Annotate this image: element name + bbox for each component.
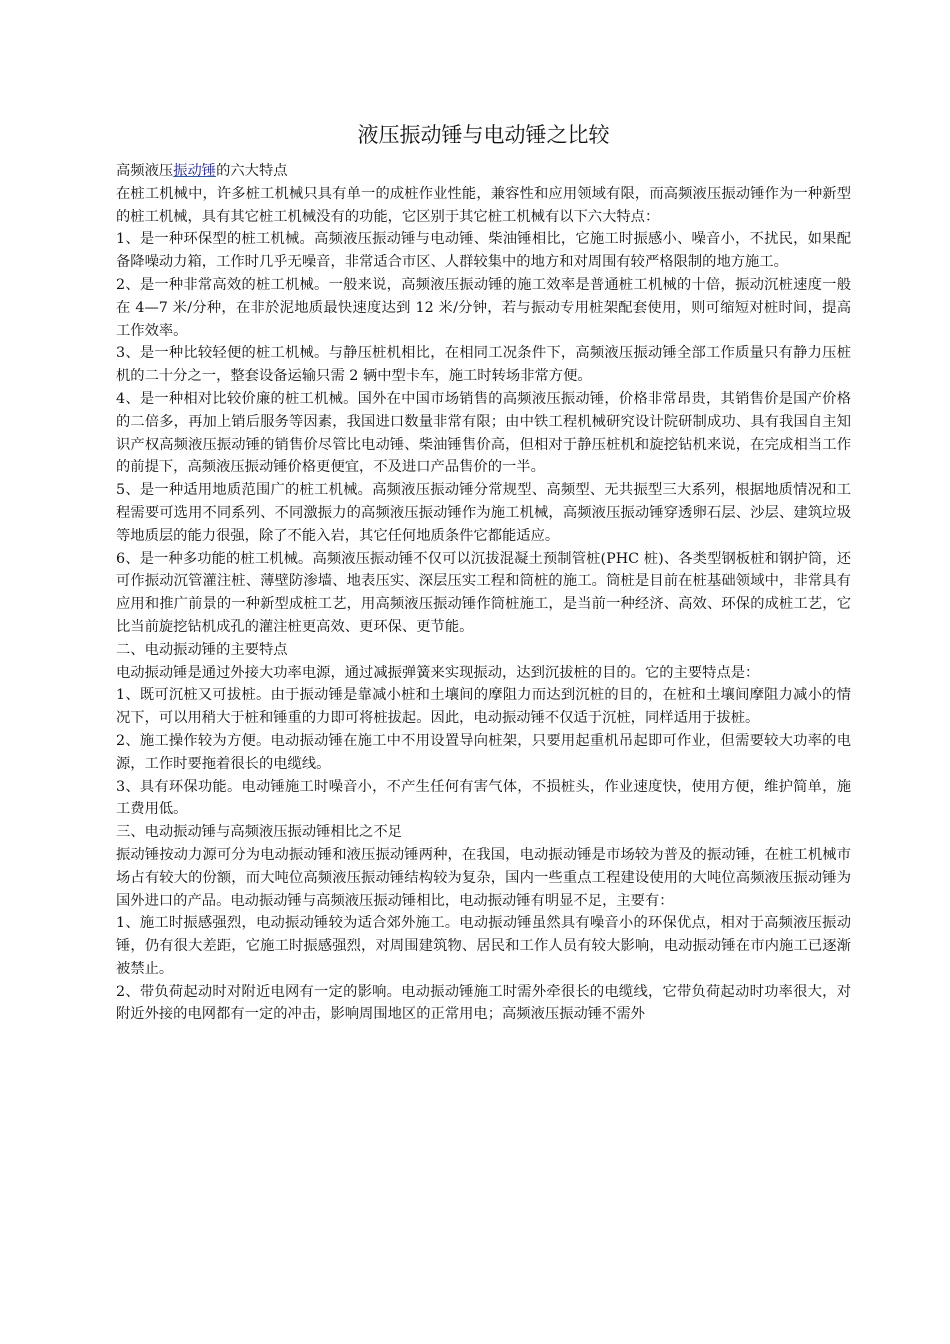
paragraph-feature-5: 5、是一种适用地质范围广的桩工机械。高频液压振动锤分常规型、高频型、无共振型三大系列，根据地质情况和工程需要可选用不同系列、不同激振力的高频液压振动锤作为施工机械，高频液压振动锤穿透卵石层、沙层、建筑垃圾等地质层的能力很强，除了不能入岩，其它任何地质条件它都能适应。 [116,482,851,544]
paragraph-shortcoming-1: 1、施工时振感强烈，电动振动锤较为适合郊外施工。电动振动锤虽然具有噪音小的环保优点，相对于高频液压振动锤，仍有很大差距，它施工时振感强烈，对周围建筑物、居民和工作人员有较大影响，电动振动锤在市内施工已逐渐被禁止。 [116,915,851,977]
paragraph-comparison-intro: 振动锤按动力源可分为电动振动锤和液压振动锤两种，在我国，电动振动锤是市场较为普及的振动锤，在桩工机械市场占有较大的份额，而大吨位高频液压振动锤结构较为复杂，国内一些重点工程建设使用的大吨位高频液压振动锤为国外进口的产品。电动振动锤与高频液压振动锤相比，电动振动锤有明显不足，主要有： [116,846,851,909]
paragraph-feature-6: 6、是一种多功能的桩工机械。高频液压振动锤不仅可以沉拔混凝土预制管桩(PHC 桩)、各类型钢板桩和钢护筒，还可作振动沉管灌注桩、薄壁防渗墙、地表压实、深层压实工程和筒桩的施工。筒桩是目前在桩基础领域中，非常具有应用和推广前景的一种新型成桩工艺，用高频液压振动锤作筒桩施工，是当前一种经济、高效、环保的成桩工艺，它比当前旋挖钻机成孔的灌注桩更高效、更环保、更节能。 [116,550,851,635]
vibratory-hammer-link[interactable]: 振动锤 [173,163,217,179]
paragraph-shortcoming-2: 2、带负荷起动时对附近电网有一定的影响。电动振动锤施工时需外牵很长的电缆线，它带负荷起动时功率很大，对附近外接的电网都有一定的冲击，影响周围地区的正常用电；高频液压振动锤不需外 [116,983,851,1023]
section-heading-2: 二、电动振动锤的主要特点 [116,641,288,658]
paragraph-electric-intro: 电动振动锤是通过外接大功率电源，通过减振弹簧来实现振动，达到沉拔桩的目的。它的主要特点是： [116,664,760,681]
document-page [116,112,851,1026]
paragraph-overview: 在桩工机械中，许多桩工机械只具有单一的成桩作业性能，兼容性和应用领域有限，而高频液压振动锤作为一种新型的桩工机械，具有其它桩工机械没有的功能，它区别于其它桩工机械有以下六大特点： [116,185,851,225]
section-heading-3: 三、电动振动锤与高频液压振动锤相比之不足 [116,824,402,841]
intro-suffix: 的六大特点 [216,163,288,179]
paragraph-electric-2: 2、施工操作较为方便。电动振动锤在施工中不用设置导向桩架，只要用起重机吊起即可作业，但需要较大功率的电源，工作时要拖着很长的电缆线。 [116,732,851,772]
document-title: 液压振动锤与电动锤之比较 [357,123,610,147]
paragraph-feature-3: 3、是一种比较轻便的桩工机械。与静压桩机相比，在相同工况条件下，高频液压振动锤全部工作质量只有静力压桩机的二十分之一，整套设备运输只需 2 辆中型卡车，施工时转场非常方便。 [116,345,851,385]
paragraph-feature-2: 2、是一种非常高效的桩工机械。一般来说，高频液压振动锤的施工效率是普通桩工机械的十倍，振动沉桩速度一般在 4—7 米/分种，在非於泥地质最快速度达到 12 米/分钟，若与振动专用桩架配套使用，则可缩短对桩时间，提高工作效率。 [116,276,851,339]
intro-prefix: 高频液压 [116,163,174,179]
paragraph-feature-1: 1、是一种环保型的桩工机械。高频液压振动锤与电动锤、柴油锤相比，它施工时振感小、噪音小，不扰民，如果配备降噪动力箱，工作时几乎无噪音，非常适合市区、人群较集中的地方和对周围有较严格限制的地方施工。 [116,231,851,271]
paragraph-electric-1: 1、既可沉桩又可拔桩。由于振动锤是靠减小桩和土壤间的摩阻力而达到沉桩的目的，在桩和土壤间摩阻力减小的情况下，可以用稍大于桩和锤重的力即可将桩拔起。因此，电动振动锤不仅适于沉桩，同样适用于拔桩。 [116,687,851,727]
paragraph-feature-4: 4、是一种相对比较价廉的桩工机械。国外在中国市场销售的高频液压振动锤，价格非常昂贵，其销售价是国产价格的二倍多，再加上销后服务等因素，我国进口数量非常有限；由中铁工程机械研究设计院研制成功、具有我国自主知识产权高频液压振动锤的销售价尽管比电动锤、柴油锤售价高，但相对于静压桩机和旋挖钻机来说，在完成相当工作的前提下，高频液压振动锤价格更便宜，不及进口产品售价的一半。 [116,390,851,476]
paragraph-electric-3: 3、具有环保功能。电动锤施工时噪音小，不产生任何有害气体，不损桩头，作业速度快，使用方便，维护简单，施工费用低。 [116,778,851,818]
intro-heading [116,160,851,183]
